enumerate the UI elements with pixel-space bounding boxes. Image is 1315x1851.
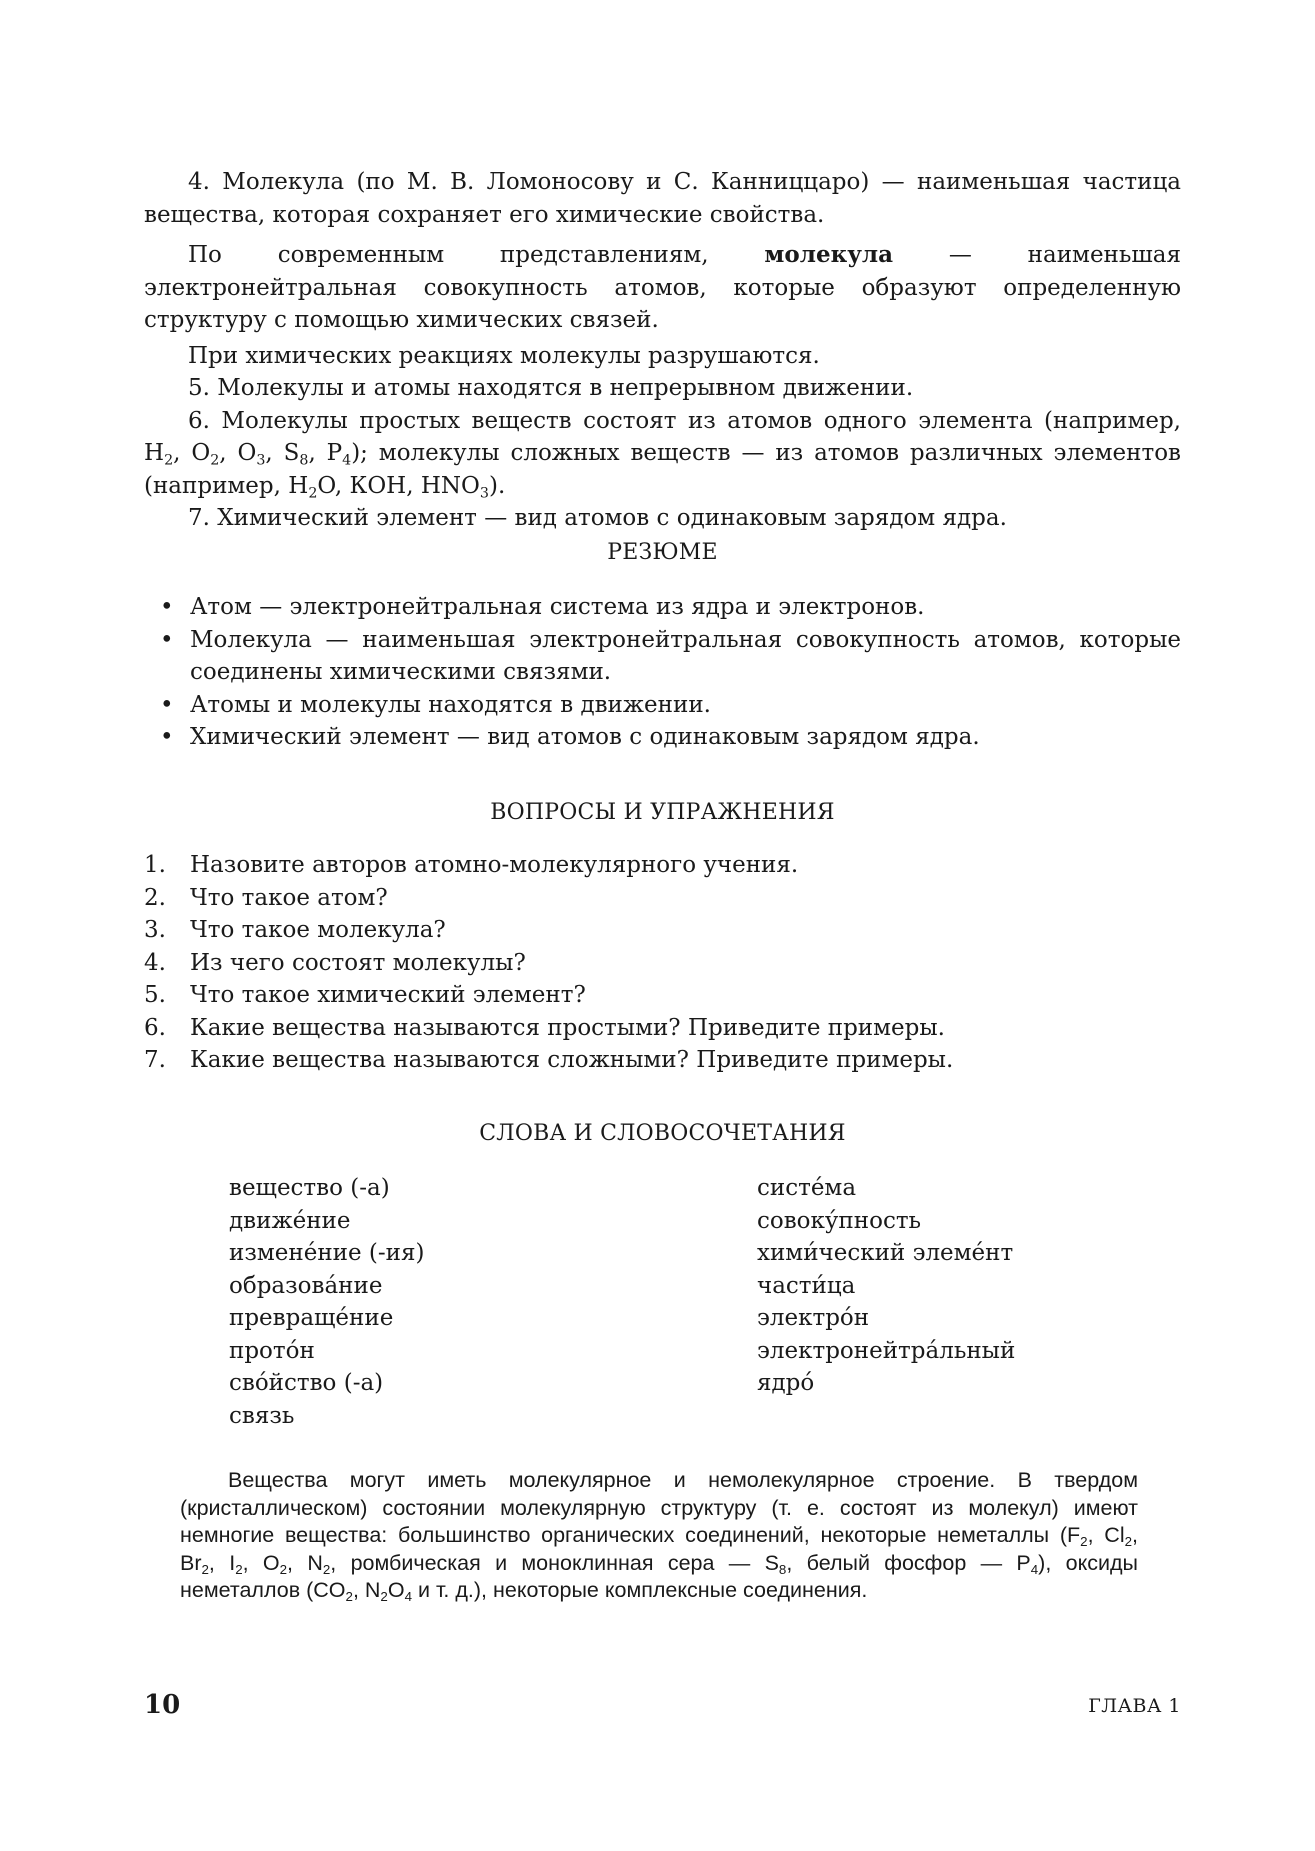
- resume-item: • Химический элемент — вид атомов с одинаковым зарядом ядра.: [160, 724, 980, 750]
- vocabulary-heading: СЛОВА И СЛОВОСОЧЕТАНИЯ: [479, 1121, 846, 1146]
- vocab-word: ядро́: [757, 1370, 815, 1396]
- vocab-word: движе́ние: [229, 1207, 351, 1234]
- vocab-word: прото́н: [229, 1337, 315, 1364]
- question-item: 2. Что такое атом?: [144, 884, 388, 911]
- vocabulary-right-column: [757, 1172, 1015, 1400]
- paragraph-5: 5. Молекулы и атомы находятся в непрерывном движении.: [188, 375, 914, 401]
- question-item: 4. Из чего состоят молекулы?: [144, 949, 526, 976]
- paragraph-6: 6. Молекулы простых веществ состоят из атомов одного элемента (например, $H_2$, $O_2$, $O_3$, $S_8$, $P_4$); молекулы сложных веществ — из атомов различных элементов (например, $H_2O$, КОН, $HNO_3$).: [144, 407, 1181, 501]
- resume-heading: РЕЗЮМЕ: [607, 540, 718, 565]
- questions-heading: ВОПРОСЫ И УПРАЖНЕНИЯ: [490, 800, 835, 825]
- chapter-label: ГЛАВА 1: [1088, 1695, 1181, 1717]
- vocabulary-left-column: [229, 1172, 424, 1432]
- questions-list: [144, 849, 1181, 1077]
- vocab-word: связь: [229, 1402, 295, 1429]
- vocab-word: систе́ма: [757, 1175, 857, 1201]
- vocab-word: электро́н: [757, 1305, 870, 1331]
- question-item: 3. Что такое молекула?: [144, 917, 446, 943]
- vocab-word: образова́ние: [229, 1272, 383, 1299]
- resume-list: [144, 591, 1181, 754]
- vocab-word: превраще́ние: [229, 1305, 394, 1331]
- question-item: 7. Какие вещества называются сложными? Приведите примеры.: [144, 1047, 954, 1073]
- vocab-word: вещество (-а): [229, 1175, 390, 1201]
- vocab-word: хими́ческий элеме́нт: [757, 1240, 1014, 1266]
- question-item: 1. Назовите авторов атомно-молекулярного учения.: [144, 852, 799, 878]
- question-item: 6. Какие вещества называются простыми? Приведите примеры.: [144, 1014, 945, 1041]
- paragraph-4: 4. Молекула (по М. В. Ломоносову и С. Канниццаро) — наименьшая частица вещества, которая сохраняет его химические свойства.: [144, 169, 1181, 228]
- question-item: 5. Что такое химический элемент?: [144, 982, 586, 1008]
- paragraph-7: 7. Химический элемент — вид атомов с одинаковым зарядом ядра.: [188, 505, 1007, 531]
- resume-item: • Атом — электронейтральная система из ядра и электронов.: [160, 594, 925, 620]
- paragraph-4-reactions: При химических реакциях молекулы разрушаются.: [188, 342, 820, 369]
- vocab-word: электронейтра́льный: [757, 1337, 1016, 1364]
- resume-item: • Молекула — наименьшая электронейтральная совокупность атомов, которые соединены химическими связями.: [160, 626, 1181, 685]
- vocab-word: измене́ние (-ия): [229, 1240, 425, 1266]
- vocab-word: сво́йство (-а): [229, 1370, 384, 1396]
- main-text: [144, 166, 1181, 535]
- vocab-word: части́ца: [757, 1272, 856, 1299]
- paragraph-4-modern: По современным представлениям, молекула — наименьшая электронейтральная совокупность атомов, которые образуют определенную структуру с помощью химических связей.: [144, 241, 1182, 333]
- page-number: 10: [144, 1690, 181, 1720]
- resume-item: • Атомы и молекулы находятся в движении.: [160, 691, 711, 718]
- supplementary-note: Вещества могут иметь молекулярное и немолекулярное строение. В твердом (кристаллическом) состоянии молекулярную структуру (т. е. состоят из молекул) имеют немногие вещества: большинство органических соединений, некоторые неметаллы ($F_2$, $Cl_2$, $Br_2$, $I_2$, $O_2$, $N_2$, ромбическая и моноклинная сера — $S_8$, белый фосфор — $P_4$), оксиды неметаллов ($CO_2$, $N_2O_4$ и т. д.), некоторые комплексные соединения.: [180, 1468, 1139, 1604]
- term-molecule: молекула: [764, 241, 894, 268]
- vocab-word: совоку́пность: [757, 1207, 922, 1234]
